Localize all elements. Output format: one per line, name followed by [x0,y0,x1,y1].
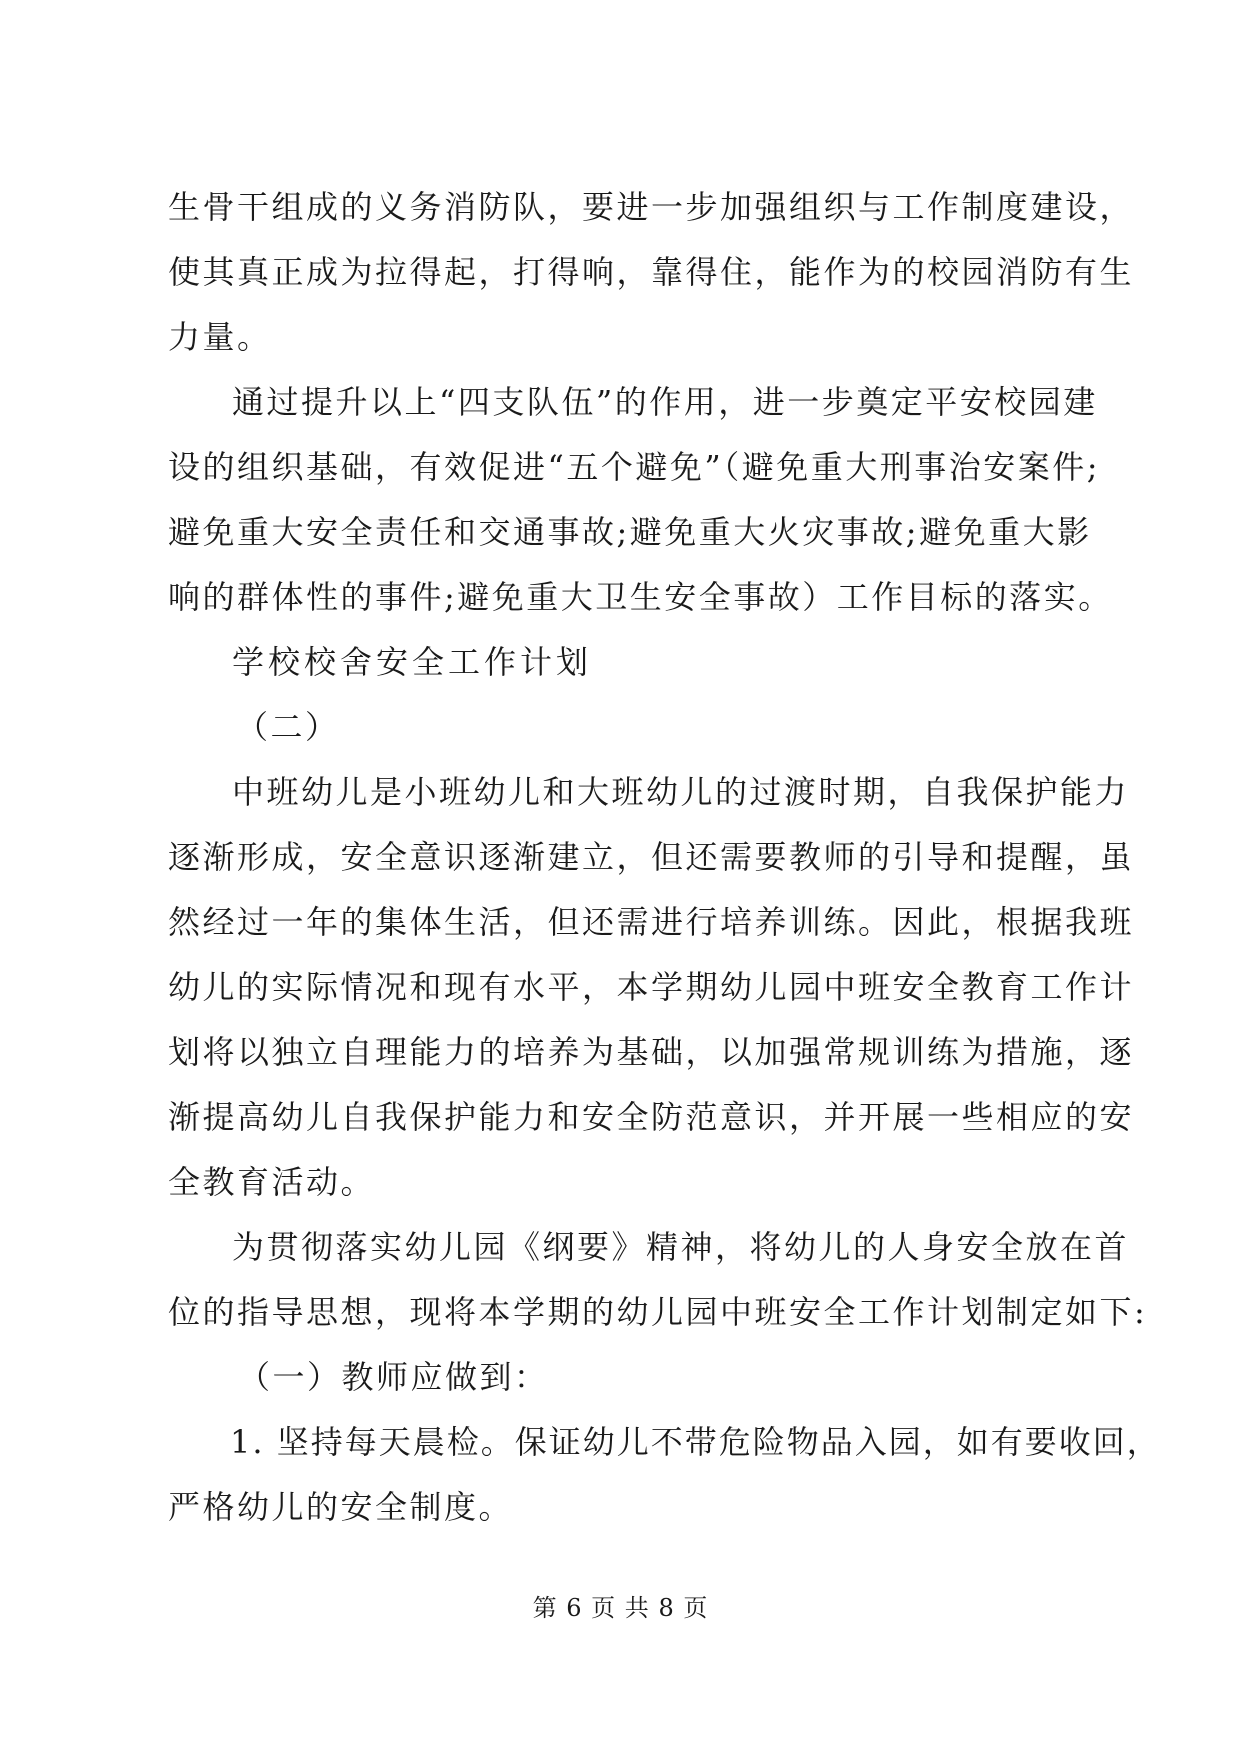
paragraph-start-line: 为贯彻落实幼儿园《纲要》精神，将幼儿的人身安全放在首 [232,1228,1130,1266]
text-line: 力量。 [168,318,272,356]
text-line: 避免重大安全责任和交通事故;避免重大火灾事故;避免重大影 [168,513,1092,551]
text-line: 设的组织基础，有效促进“五个避免”（避免重大刑事治安案件; [168,448,1101,486]
text-line: 幼儿的实际情况和现有水平，本学期幼儿园中班安全教育工作计 [168,968,1135,1006]
text-line: 生骨干组成的义务消防队，要进一步加强组织与工作制度建设， [168,188,1135,226]
text-line: 严格幼儿的安全制度。 [168,1488,514,1526]
paragraph-start-line: 通过提升以上“四支队伍”的作用，进一步奠定平安校园建 [232,383,1098,421]
text-line: 全教育活动。 [168,1163,376,1201]
text-line: 渐提高幼儿自我保护能力和安全防范意识，并开展一些相应的安 [168,1098,1135,1136]
page-footer: 第 6 页 共 8 页 [532,1594,709,1622]
text-line: 响的群体性的事件;避免重大卫生安全事故）工作目标的落实。 [168,578,1113,616]
text-line: 划将以独立自理能力的培养为基础，以加强常规训练为措施，逐 [168,1033,1135,1071]
section-number: （二） [236,708,340,746]
subsection-heading: （一）教师应做到： [238,1358,549,1396]
text-line: 逐渐形成，安全意识逐渐建立，但还需要教师的引导和提醒，虽 [168,838,1135,876]
section-heading: 学校校舍安全工作计划 [232,643,593,681]
body-text [168,175,1161,1540]
list-item: 1. 坚持每天晨检。保证幼儿不带危险物品入园，如有要收回， [230,1423,1161,1461]
paragraph-start-line: 中班幼儿是小班幼儿和大班幼儿的过渡时期，自我保护能力 [232,773,1130,811]
text-line: 位的指导思想，现将本学期的幼儿园中班安全工作计划制定如下: [168,1293,1148,1331]
text-line: 使其真正成为拉得起，打得响，靠得住，能作为的校园消防有生 [168,253,1135,291]
text-line: 然经过一年的集体生活，但还需进行培养训练。因此，根据我班 [168,903,1135,941]
